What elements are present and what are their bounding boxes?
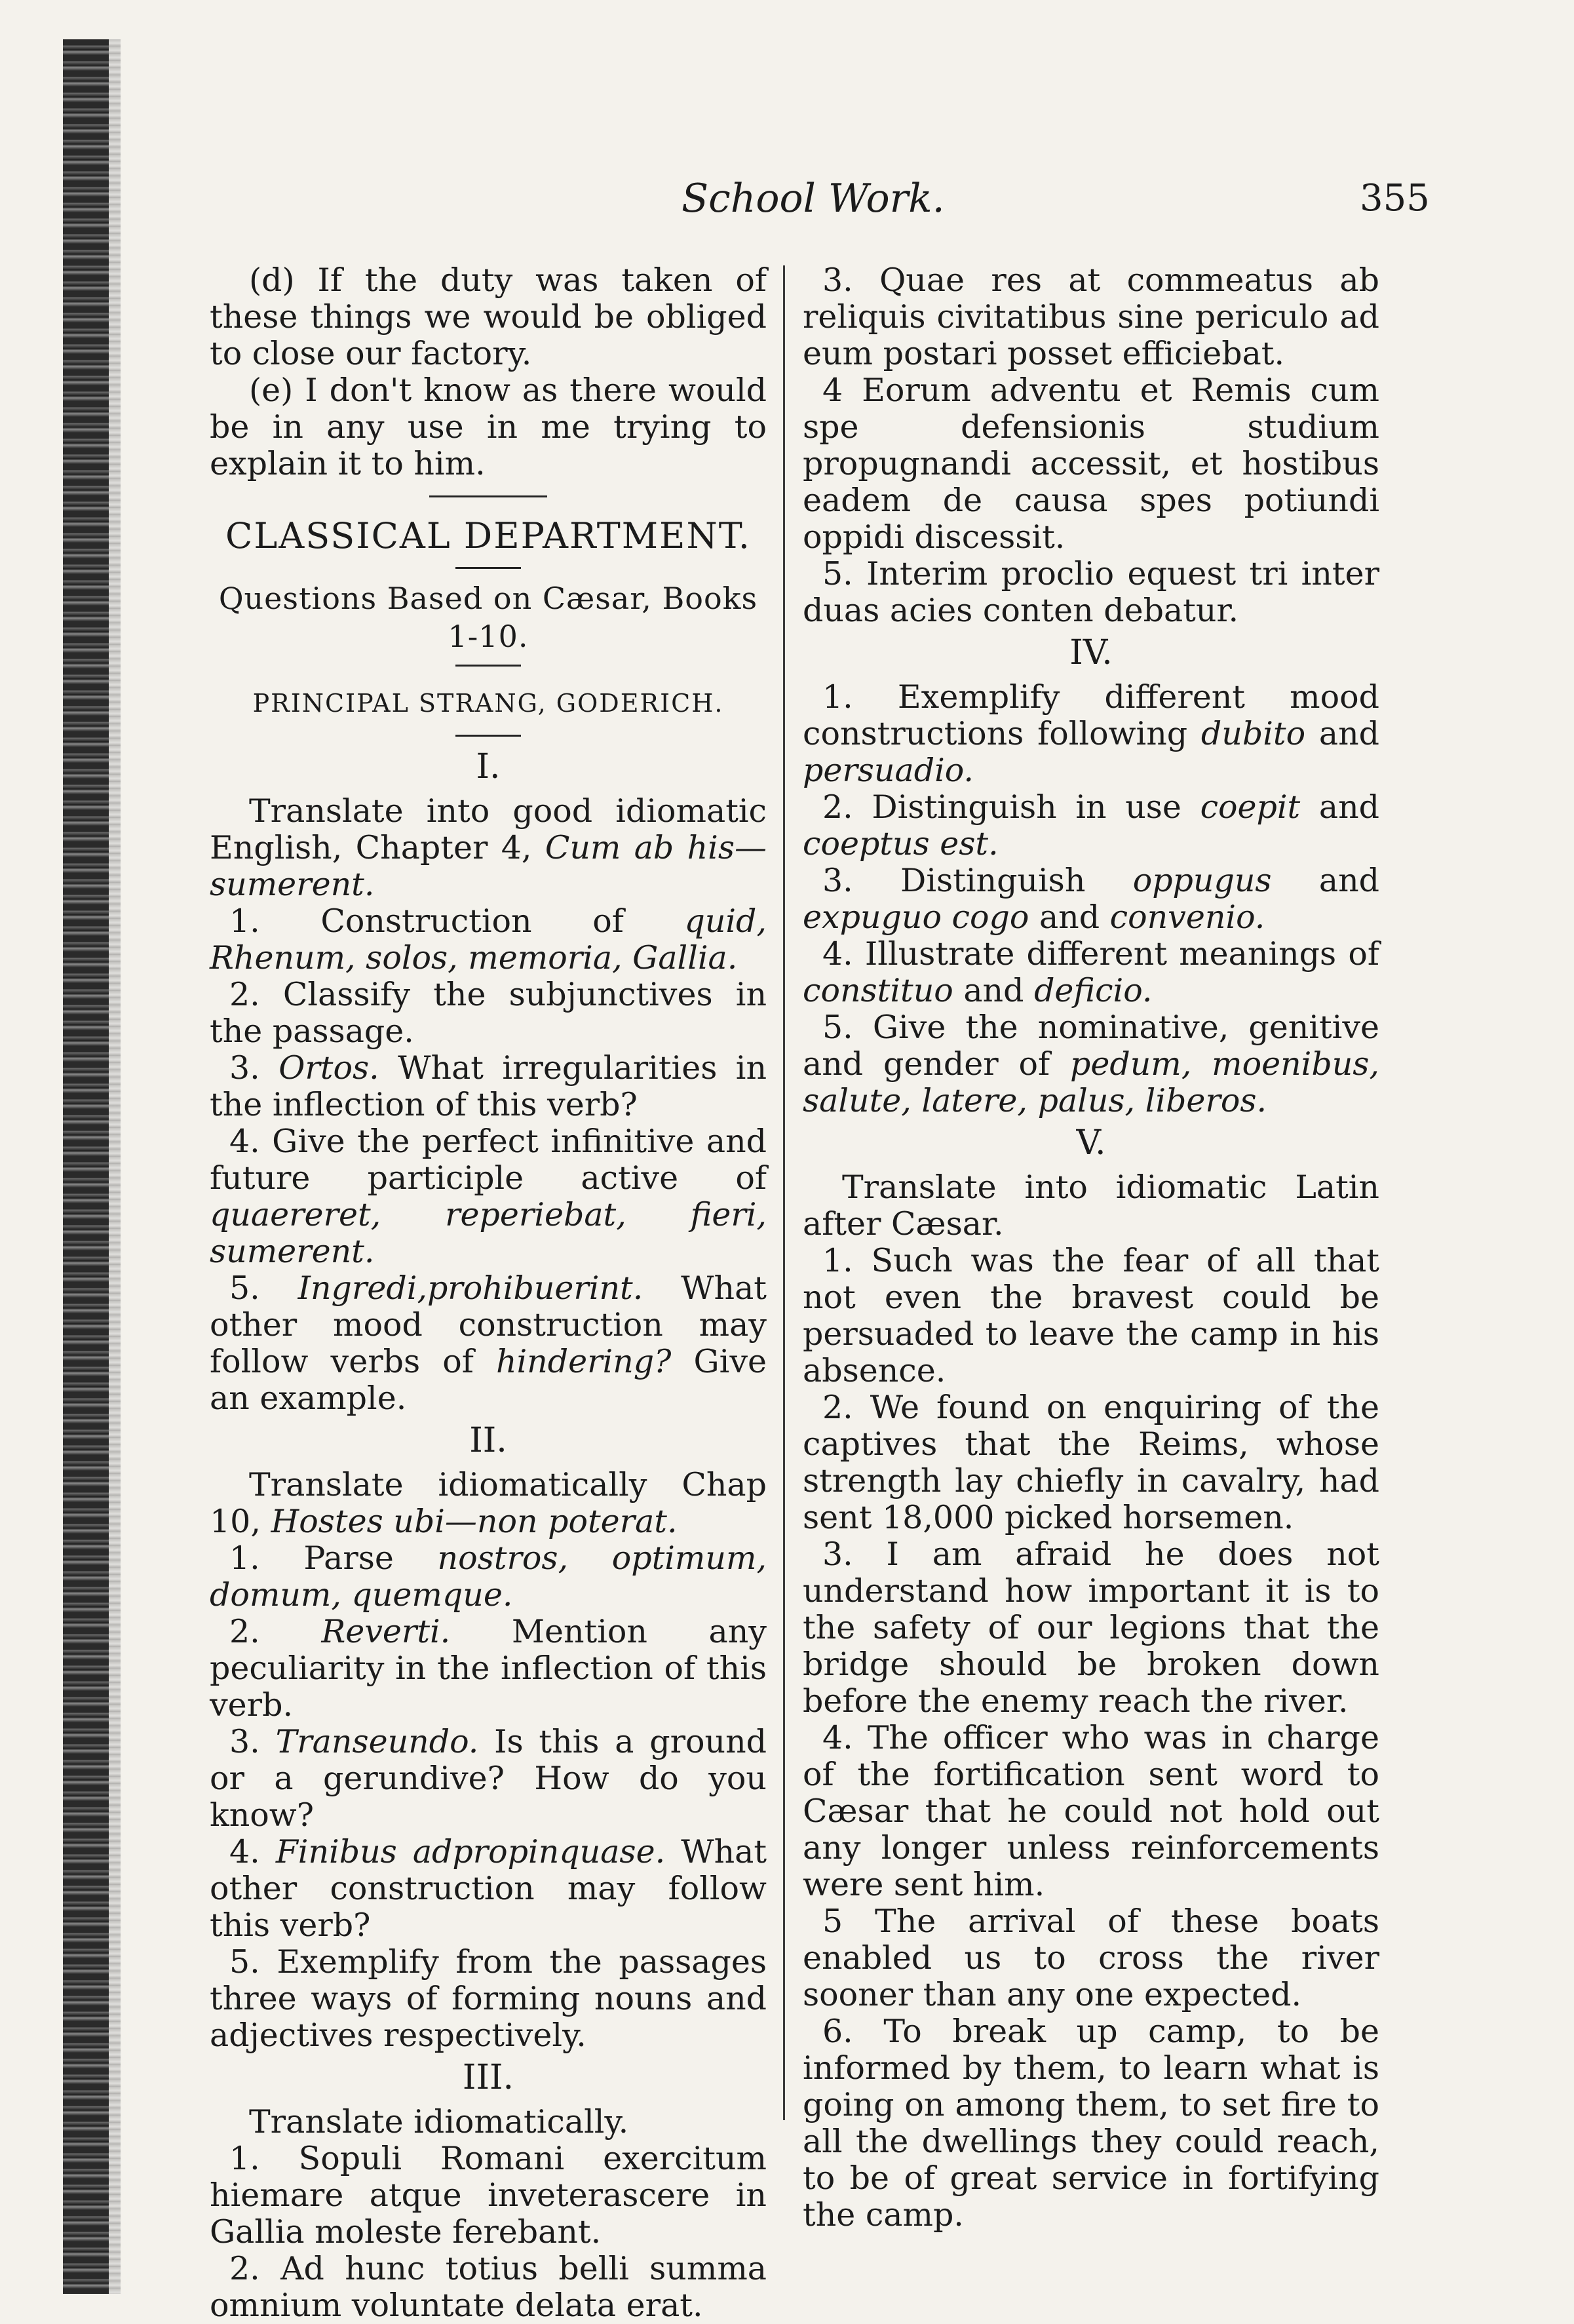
q-italic: quaereret, reperiebat, fieri, sumerent. bbox=[210, 1196, 767, 1270]
question-3-2: 2. Ad hunc totius belli summa omnium voluntate delata erat. bbox=[210, 2250, 767, 2324]
question-4-2 bbox=[803, 789, 1379, 862]
q-italic: Finibus adpropinquase. bbox=[275, 1833, 666, 1870]
section-numeral-4: IV. bbox=[1069, 633, 1113, 672]
author-line: PRINCIPAL STRANG, GODERICH. bbox=[252, 689, 724, 718]
q-italic: pedum, moenibus, salute, latere, palus, liberos. bbox=[803, 1045, 1380, 1119]
q-text: Give an example. bbox=[210, 1343, 767, 1417]
q-italic: dubito bbox=[1200, 715, 1306, 752]
q-text: 4. Illustrate different meanings of bbox=[822, 935, 1379, 973]
intro-ref: Hostes ubi—non poterat. bbox=[271, 1503, 678, 1540]
question-1-1 bbox=[210, 903, 767, 977]
q-italic: persuadio. bbox=[803, 752, 974, 789]
question-5-1: 1. Such was the fear of all that not even the bravest could be persuaded to leave the camp in his absence. bbox=[803, 1242, 1379, 1389]
section-rule bbox=[455, 735, 521, 737]
q-text: Mention any peculiarity in the inflection of this verb. bbox=[210, 1613, 767, 1724]
q-num: 2. bbox=[229, 1613, 260, 1650]
q-text: 1. Parse bbox=[229, 1540, 394, 1577]
q-italic: quid, Rhenum, solos, memoria, Gallia. bbox=[210, 902, 767, 977]
department-heading: CLASSICAL DEPARTMENT. bbox=[225, 515, 751, 556]
question-3-4: 4 Eorum adventu et Remis cum spe defensionis studium propugnandi accessit, et hostibus eadem de causa spes potiundi oppidi discessit. bbox=[803, 372, 1379, 556]
question-4-5 bbox=[803, 1009, 1379, 1119]
q-text: What other mood construction may follow verbs of bbox=[210, 1269, 767, 1380]
q-italic: oppugus bbox=[1132, 862, 1272, 899]
q-text: and bbox=[1318, 715, 1379, 752]
question-3-5: 5. Interim proclio equest tri inter duas acies conten debatur. bbox=[803, 555, 1379, 629]
q-num: 3. bbox=[229, 1049, 260, 1087]
question-1-5 bbox=[210, 1270, 767, 1417]
question-1-2: 2. Classify the subjunctives in the passage. bbox=[210, 976, 767, 1050]
question-1-4 bbox=[210, 1123, 767, 1270]
question-2-1 bbox=[210, 1540, 767, 1614]
section-3-intro: Translate idiomatically. bbox=[249, 2103, 629, 2140]
question-1-3 bbox=[210, 1050, 767, 1123]
answer-e: (e) I don't know as there would be in any use in me trying to explain it to him. bbox=[210, 372, 767, 482]
answer-d: (d) If the duty was taken of these things we would be obliged to close our factory. bbox=[210, 261, 767, 372]
questions-heading-line2: 1-10. bbox=[448, 619, 529, 654]
section-numeral-5: V. bbox=[1076, 1123, 1106, 1163]
book-spine-shadow bbox=[63, 39, 109, 2294]
question-2-3 bbox=[210, 1724, 767, 1834]
q-italic: coepit bbox=[1200, 788, 1301, 826]
q-italic: Transeundo. bbox=[275, 1723, 479, 1760]
intro-ref: Cum ab his—sumerent. bbox=[210, 829, 767, 903]
question-2-2 bbox=[210, 1614, 767, 1724]
q-text: and bbox=[963, 972, 1024, 1009]
q-text: and bbox=[1039, 899, 1100, 936]
running-title: School Work. bbox=[681, 176, 945, 222]
q-text: 1. Construction of bbox=[229, 902, 624, 940]
question-5-5: 5 The arrival of these boats enabled us to cross the river sooner than any one expected. bbox=[803, 1903, 1379, 2013]
question-4-1 bbox=[803, 679, 1379, 789]
q-text: 3. Distinguish bbox=[822, 862, 1086, 899]
section-rule bbox=[455, 665, 521, 667]
page-gutter-edge bbox=[109, 39, 121, 2294]
section-numeral-2: II. bbox=[469, 1421, 507, 1460]
question-5-2: 2. We found on enquiring of the captives that the Reims, whose strength lay chiefly in cavalry, had sent 18,000 picked horsemen. bbox=[803, 1389, 1379, 1536]
page-number: 355 bbox=[1360, 177, 1430, 220]
q-num: 3. bbox=[229, 1723, 260, 1760]
question-5-3: 3. I am afraid he does not understand how important it is to the safety of our legions that the bridge should be broken down before the enemy reach the river. bbox=[803, 1536, 1379, 1720]
right-column bbox=[803, 262, 1379, 2234]
question-2-4 bbox=[210, 1834, 767, 1944]
section-rule bbox=[429, 495, 547, 497]
q-text: 4. Give the perfect infinitive and future participle active of bbox=[210, 1123, 767, 1197]
questions-heading-line1: Questions Based on Cæsar, Books bbox=[218, 581, 758, 616]
q-num: 5. bbox=[229, 1269, 260, 1307]
intro-text: Translate into good idiomatic English, Chapter 4, bbox=[210, 792, 767, 866]
question-2-5: 5. Exemplify from the passages three ways of forming nouns and adjectives respectively. bbox=[210, 1943, 767, 2054]
questions-heading bbox=[210, 579, 767, 655]
question-3-1: 1. Sopuli Romani exercitum hiemare atque inveterascere in Gallia moleste ferebant. bbox=[210, 2140, 767, 2251]
q-text: and bbox=[1318, 862, 1380, 899]
q-italic: Reverti. bbox=[321, 1613, 451, 1650]
section-1-intro bbox=[210, 793, 767, 903]
q-italic: deficio. bbox=[1034, 972, 1153, 1009]
question-4-3 bbox=[803, 862, 1379, 936]
section-numeral-3: III. bbox=[462, 2058, 514, 2097]
question-4-4 bbox=[803, 936, 1379, 1009]
question-3-3: 3. Quae res at commeatus ab reliquis civitatibus sine periculo ad eum postari posset efficiebat. bbox=[803, 261, 1379, 372]
intro-text: Translate idiomatically Chap 10, bbox=[210, 1466, 767, 1540]
section-5-intro: Translate into idiomatic Latin after Cæsar. bbox=[803, 1169, 1379, 1243]
column-divider bbox=[783, 265, 785, 2120]
q-italic: constituo bbox=[803, 972, 953, 1009]
q-italic: Ortos. bbox=[278, 1049, 379, 1087]
q-text: 2. Distinguish in use bbox=[822, 788, 1181, 826]
section-rule bbox=[455, 567, 521, 569]
q-italic: expuguo cogo bbox=[803, 899, 1029, 936]
q-italic: coeptus est. bbox=[803, 825, 999, 862]
left-column bbox=[210, 262, 767, 2324]
q-text: 1. Exemplify different mood constructions following bbox=[803, 678, 1379, 752]
q-text: 5. Give the nominative, genitive and gender of bbox=[803, 1009, 1379, 1083]
question-5-4: 4. The officer who was in charge of the fortification sent word to Cæsar that he could not hold out any longer unless reinforcements were sent him. bbox=[803, 1719, 1379, 1903]
q-text: What other construction may follow this verb? bbox=[210, 1833, 767, 1944]
question-5-6: 6. To break up camp, to be informed by them, to learn what is going on among them, to set fire to all the dwellings they could reach, to be of great service in fortifying the camp. bbox=[803, 2013, 1379, 2234]
section-2-intro bbox=[210, 1467, 767, 1540]
q-text: Is this a ground or a gerundive? How do you know? bbox=[210, 1723, 767, 1834]
q-text: and bbox=[1318, 788, 1380, 826]
q-italic: hindering? bbox=[495, 1343, 672, 1380]
q-italic: nostros, optimum, domum, quemque. bbox=[210, 1540, 767, 1614]
section-numeral-1: I. bbox=[476, 747, 501, 786]
q-num: 4. bbox=[229, 1833, 260, 1870]
q-text: What irregularities in the inflection of this verb? bbox=[210, 1049, 767, 1123]
q-italic: Ingredi,prohibuerint. bbox=[298, 1269, 643, 1307]
q-italic: convenio. bbox=[1109, 899, 1265, 936]
